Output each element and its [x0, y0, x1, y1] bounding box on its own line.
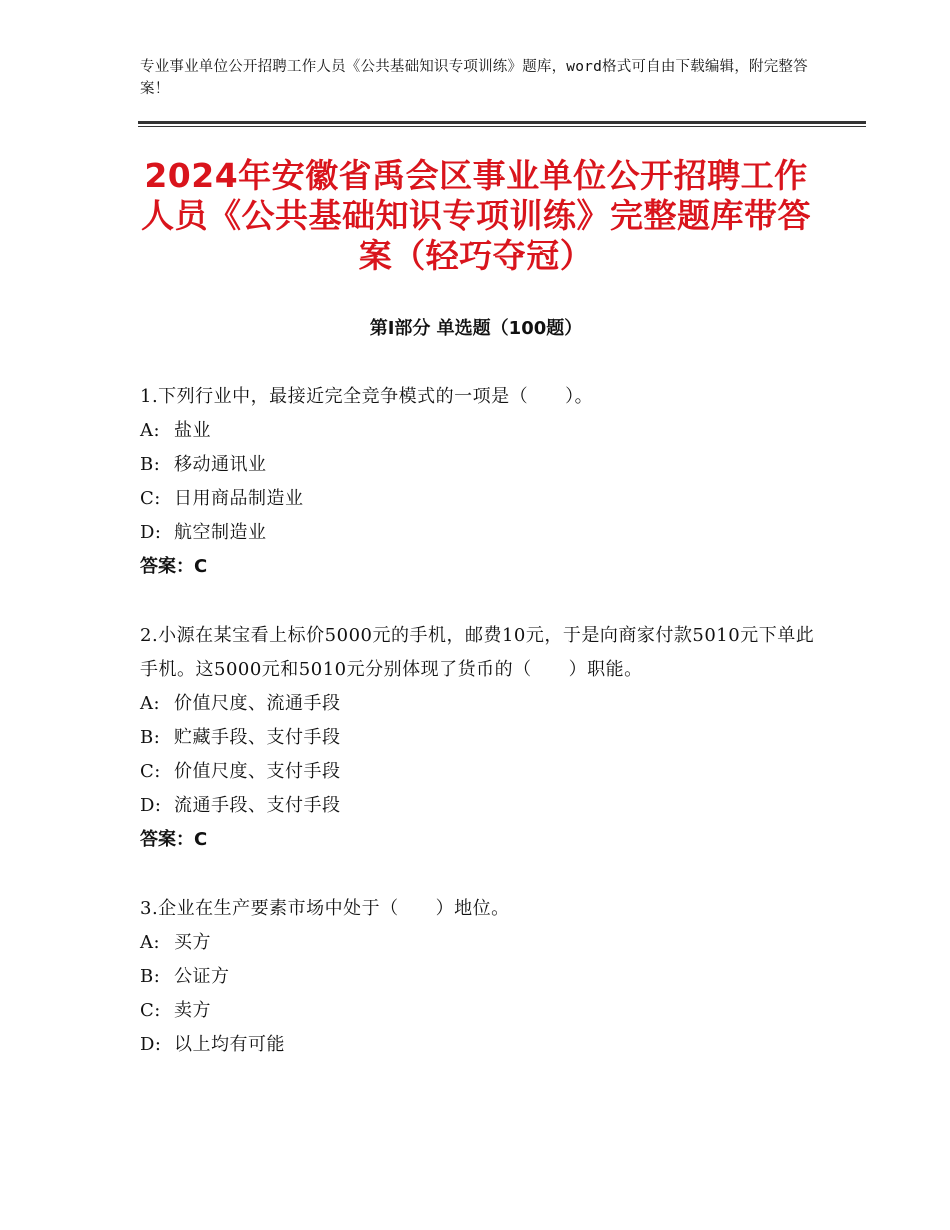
question-stem: 1.下列行业中，最接近完全竞争模式的一项是（ ）。: [140, 386, 594, 407]
option-text: 贮藏手段、支付手段: [174, 727, 341, 748]
option-text: 日用商品制造业: [174, 488, 304, 509]
option-d: [140, 789, 820, 823]
option-text: 盐业: [174, 420, 211, 441]
option-text: 流通手段、支付手段: [174, 795, 341, 816]
option-letter: D:: [140, 522, 162, 543]
answer-line: 答案：C: [140, 556, 208, 577]
question-stem: 2.小源在某宝看上标价5000元的手机，邮费10元，于是向商家付款5010元下单此手机。这5000元和5010元分别体现了货币的（ ）职能。: [140, 625, 815, 680]
question-stem: 3.企业在生产要素市场中处于（ ）地位。: [140, 898, 510, 919]
option-text: 公证方: [174, 966, 230, 987]
option-letter: D:: [140, 1034, 162, 1055]
question-1: [140, 380, 820, 584]
option-a: [140, 414, 820, 448]
option-letter: D:: [140, 795, 162, 816]
option-b: [140, 960, 820, 994]
option-b: [140, 721, 820, 755]
option-d: [140, 516, 820, 550]
question-3: [140, 892, 820, 1062]
answer-line: 答案：C: [140, 829, 208, 850]
header-rule-thick: [138, 121, 866, 124]
header-note: 专业事业单位公开招聘工作人员《公共基础知识专项训练》题库，word格式可自由下载编辑，附完整答案！: [140, 59, 808, 97]
option-text: 移动通讯业: [174, 454, 267, 475]
option-b: [140, 448, 820, 482]
option-letter: A:: [140, 420, 161, 441]
option-letter: B:: [140, 966, 161, 987]
question-list: [140, 380, 820, 1097]
document-title: 2024年安徽省禹会区事业单位公开招聘工作人员《公共基础知识专项训练》完整题库带答案（轻巧夺冠）: [141, 156, 811, 275]
option-text: 航空制造业: [174, 522, 267, 543]
option-text: 卖方: [174, 1000, 211, 1021]
option-letter: C:: [140, 1000, 161, 1021]
option-c: [140, 994, 820, 1028]
option-letter: B:: [140, 727, 161, 748]
option-c: [140, 755, 820, 789]
question-2: [140, 619, 820, 857]
option-letter: C:: [140, 488, 161, 509]
option-d: [140, 1028, 820, 1062]
option-c: [140, 482, 820, 516]
option-letter: A:: [140, 932, 161, 953]
option-text: 买方: [174, 932, 211, 953]
header-rule-thin: [138, 126, 866, 127]
section-title: 第Ⅰ部分 单选题（100题）: [369, 318, 583, 339]
option-text: 价值尺度、支付手段: [174, 761, 341, 782]
option-text: 价值尺度、流通手段: [174, 693, 341, 714]
option-letter: C:: [140, 761, 161, 782]
option-a: [140, 687, 820, 721]
option-a: [140, 926, 820, 960]
option-text: 以上均有可能: [174, 1034, 285, 1055]
option-letter: A:: [140, 693, 161, 714]
option-letter: B:: [140, 454, 161, 475]
